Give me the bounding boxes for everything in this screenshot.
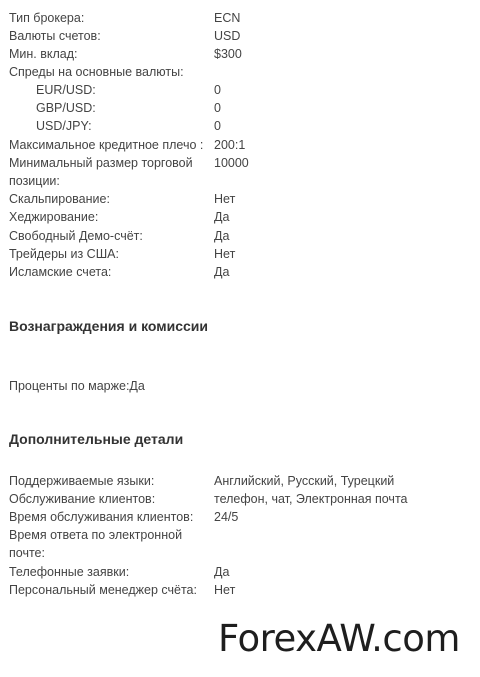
client-service-row — [9, 490, 469, 508]
broker-type-value: ECN — [214, 11, 241, 25]
rewards-heading: Вознаграждения и комиссии — [9, 318, 209, 334]
personal-manager-label: Персональный менеджер счёта: — [9, 583, 197, 597]
scalping-label: Скальпирование: — [9, 192, 110, 206]
account-currency-label: Валюты счетов: — [9, 29, 101, 43]
us-traders-value: Нет — [214, 247, 236, 261]
account-currency-value: USD — [214, 29, 241, 43]
islamic-accounts-label: Исламские счета: — [9, 265, 112, 279]
details-heading: Дополнительные детали — [9, 431, 184, 447]
service-hours-value: 24/5 — [214, 510, 239, 524]
client-service-label: Обслуживание клиентов: — [9, 492, 156, 506]
spread-usdjpy-label: USD/JPY: — [36, 119, 92, 133]
spreads-row — [9, 63, 469, 81]
spread-gbpusd-row — [9, 99, 469, 117]
spread-eurusd-label: EUR/USD: — [36, 83, 96, 97]
broker-type-row — [9, 9, 469, 27]
us-traders-label: Трейдеры из США: — [9, 247, 119, 261]
personal-manager-row — [9, 581, 469, 599]
min-trade-size-value: 10000 — [214, 156, 249, 170]
email-response-label: Время ответа по электронной почте: — [9, 528, 183, 560]
spread-usdjpy-value: 0 — [214, 119, 221, 133]
phone-orders-value: Да — [214, 565, 230, 579]
hedging-label: Хеджирование: — [9, 210, 99, 224]
spread-gbpusd-label: GBP/USD: — [36, 101, 96, 115]
service-hours-label: Время обслуживания клиентов: — [9, 510, 194, 524]
spread-eurusd-value: 0 — [214, 83, 221, 97]
languages-row — [9, 472, 469, 490]
margin-interest-text: Проценты по марже:Да — [9, 379, 145, 393]
spread-gbpusd-value: 0 — [214, 101, 221, 115]
islamic-accounts-value: Да — [214, 265, 230, 279]
scalping-row — [9, 190, 469, 208]
languages-label: Поддерживаемые языки: — [9, 474, 155, 488]
spreads-label: Спреды на основные валюты: — [9, 65, 184, 79]
demo-account-label: Свободный Демо-счёт: — [9, 229, 143, 243]
site-watermark: ForexAW.com — [218, 617, 460, 660]
languages-value: Английский, Русский, Турецкий — [214, 474, 395, 488]
account-currency-row — [9, 27, 469, 45]
max-leverage-row — [9, 136, 469, 154]
phone-orders-row — [9, 563, 469, 581]
client-service-value: телефон, чат, Электронная почта — [214, 492, 408, 506]
broker-type-label: Тип брокера: — [9, 11, 85, 25]
demo-account-value: Да — [214, 229, 230, 243]
min-deposit-value: $300 — [214, 47, 242, 61]
us-traders-row — [9, 245, 469, 263]
scalping-value: Нет — [214, 192, 236, 206]
service-hours-row — [9, 508, 469, 526]
demo-account-row — [9, 227, 469, 245]
phone-orders-label: Телефонные заявки: — [9, 565, 130, 579]
min-deposit-label: Мин. вклад: — [9, 47, 78, 61]
spread-eurusd-row — [9, 81, 469, 99]
islamic-accounts-row — [9, 263, 469, 281]
min-deposit-row — [9, 45, 469, 63]
max-leverage-label: Максимальное кредитное плечо : — [9, 138, 204, 152]
spread-usdjpy-row — [9, 117, 469, 135]
max-leverage-value: 200:1 — [214, 138, 246, 152]
hedging-value: Да — [214, 210, 230, 224]
min-trade-size-label: Минимальный размер торговой позиции: — [9, 156, 193, 188]
hedging-row — [9, 208, 469, 226]
personal-manager-value: Нет — [214, 583, 236, 597]
